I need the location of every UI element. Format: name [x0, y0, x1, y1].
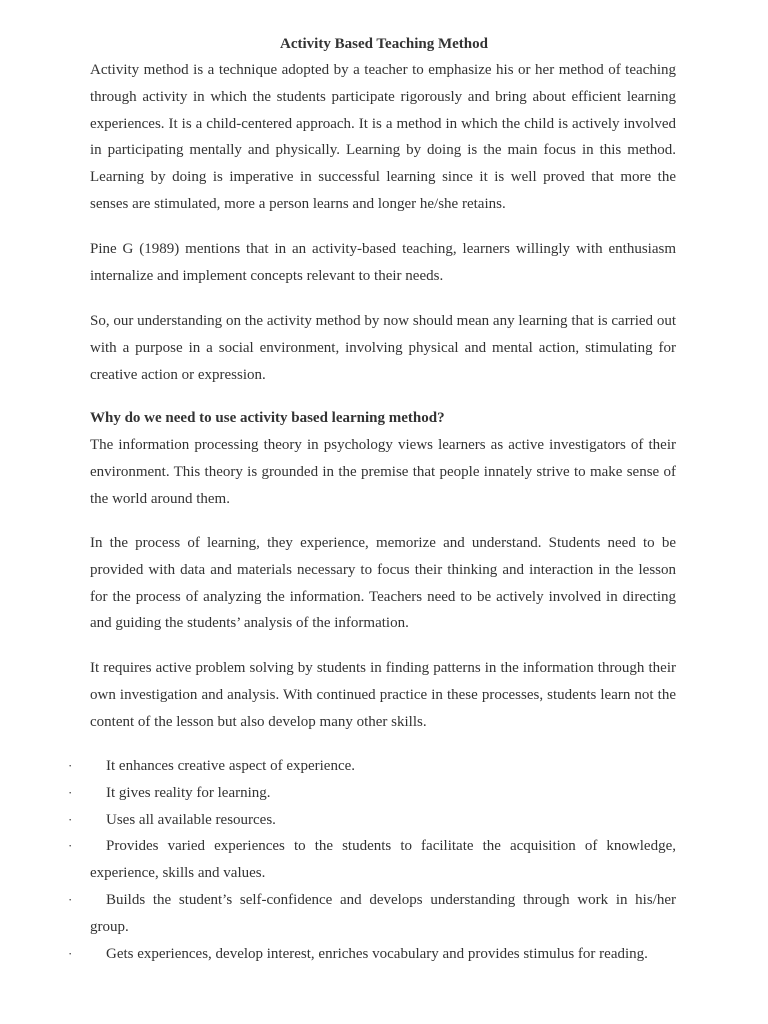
document-title: Activity Based Teaching Method: [280, 36, 488, 52]
section-heading: Why do we need to use activity based learning method?: [90, 410, 445, 426]
problem-solving-paragraph: It requires active problem solving by students in finding patterns in the information through their own investigation and analysis. With continued practice in these processes, students learn not the content of the lesson but also develop many other skills.: [90, 660, 676, 730]
list-item-text: It enhances creative aspect of experience.: [106, 758, 356, 774]
pine-paragraph: Pine G (1989) mentions that in an activity-based teaching, learners willingly with enthusiasm internalize and implement concepts relevant to their needs.: [90, 241, 676, 284]
bullet-icon: ·: [68, 811, 73, 827]
intro-paragraph: Activity method is a technique adopted by a teacher to emphasize his or her method of teaching through activity in which the students participate rigorously and bring about efficient learning experiences. It is a child-centered approach. It is a method in which the child is actively involved in participating mentally and physically. Learning by doing is the main focus in this method. Learning by doing is imperative in successful learning since it is well proved that more the senses are stimulated, more a person learns and longer he/she retains.: [90, 62, 676, 212]
bullet-icon: ·: [68, 891, 73, 907]
list-item: [0, 753, 768, 780]
list-item-text: It gives reality for learning.: [106, 784, 271, 801]
benefits-list: [0, 753, 768, 967]
list-item: [0, 807, 768, 834]
list-item-text: Builds the student’s self-confidence and develops understanding through work in his/her group.: [90, 891, 676, 935]
bullet-icon: ·: [68, 784, 73, 800]
understanding-paragraph: So, our understanding on the activity method by now should mean any learning that is carried out with a purpose in a social environment, involving physical and mental action, stimulating for creative action or expression.: [90, 313, 676, 383]
information-processing-paragraph: The information processing theory in psychology views learners as active investigators of their environment. This theory is grounded in the premise that people innately strive to make sense of the world around them.: [90, 437, 676, 507]
list-item: [0, 780, 768, 807]
list-item: [0, 941, 768, 968]
list-item: [0, 887, 768, 941]
learning-process-paragraph: In the process of learning, they experience, memorize and understand. Students need to be provided with data and materials necessary to focus their thinking and interaction in the lesson for the process of analyzing the information. Teachers need to be actively involved in directing and guiding the students’ analysis of the information.: [90, 535, 676, 632]
list-item-text: Provides varied experiences to the students to facilitate the acquisition of knowledge, experience, skills and values.: [90, 838, 676, 882]
list-item-text: Gets experiences, develop interest, enriches vocabulary and provides stimulus for reading.: [106, 945, 648, 962]
list-item: [0, 833, 768, 887]
bullet-icon: ·: [68, 945, 73, 961]
list-item-text: Uses all available resources.: [106, 811, 276, 828]
bullet-icon: ·: [68, 838, 73, 854]
bullet-icon: ·: [68, 758, 73, 773]
